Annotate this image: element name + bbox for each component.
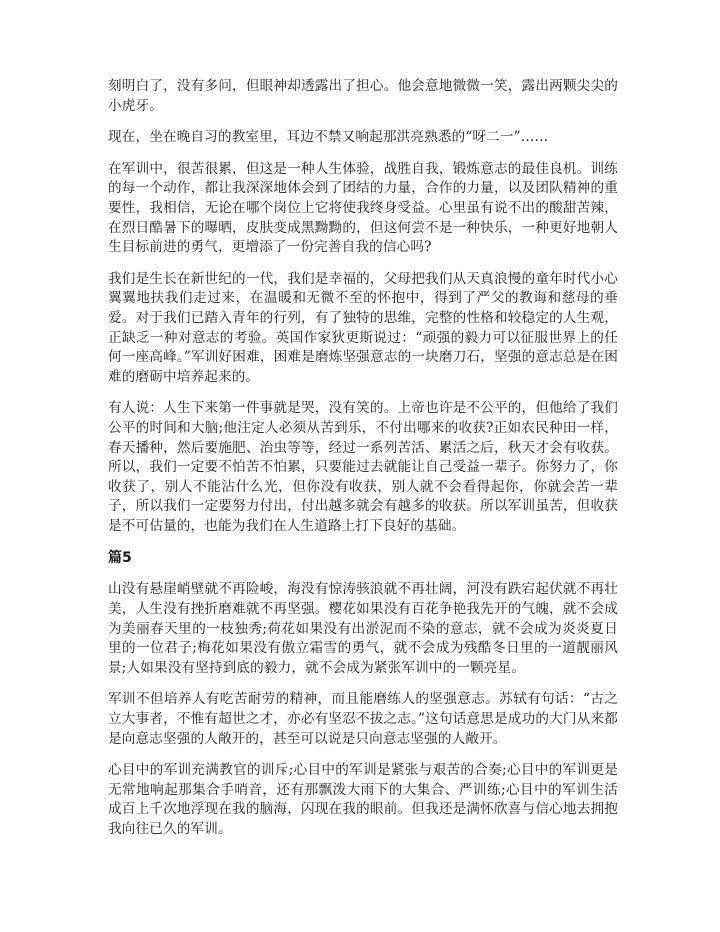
paragraph: 有人说：人生下来第一件事就是哭，没有笑的。上帝也许是不公平的，但他给了我们公平的时间和大脑;他注定人必须从苦到乐，不付出哪来的收获?正如农民种田一样，春天播种，然后要施肥、治虫等等，经过一系列苦活、累活之后，秋天才会有收获。所以，我们一定要不怕苦不怕累，只要能过去就能让自己受益一辈子。你努力了，你收获了，别人不能沾什么光，但你没有收获，别人就不会看得起你，你就会苦一辈子，所以我们一定要努力付出，付出越多就会有越多的收获。所以军训虽苦，但收获是不可估量的，也能为我们在人生道路上打下良好的基础。: [108, 400, 618, 534]
paragraph: 刻明白了，没有多问，但眼神却透露出了担心。他会意地微微一笑，露出两颗尖尖的小虎牙。: [108, 78, 618, 114]
section-heading: 篇5: [108, 550, 132, 567]
paragraph: 在军训中，很苦很累，但这是一种人生体验，战胜自我，锻炼意志的最佳良机。训练的每一个动作，都让我深深地体会到了团结的力量，合作的力量，以及团队精神的重要性，我相信，无论在哪个岗位上它将使我终身受益。心里虽有说不出的酸甜苦辣，在烈日酷暑下的曝晒，皮肤变成黑黝黝的，但这何尝不是一种快乐，一种更好地朝人生目标前进的勇气，更增添了一份完善自我的信心吗?: [108, 160, 618, 256]
paragraph: 我们是生长在新世纪的一代，我们是幸福的，父母把我们从天真浪慢的童年时代小心翼翼地扶我们走过来，在温暖和无微不至的怀抱中，得到了严父的教诲和慈母的垂爱。对于我们已踏入青年的行列，有了独特的思维，完整的性格和较稳定的人生观，正缺乏一种对意志的考验。英国作家狄更斯说过：“顽强的毅力可以征服世界上的任何一座高峰。”军训好困难，困难是磨炼坚强意志的一块磨刀石，坚强的意志总是在困难的磨砺中培养起来的。: [108, 270, 618, 385]
paragraph: 现在，坐在晚自习的教室里，耳边不禁又响起那洪亮熟悉的“呀二一”……: [108, 129, 549, 146]
paragraph: 军训不但培养人有吃苦耐劳的精神，而且能磨练人的坚强意志。苏轼有句话：“古之立大事者，不惟有超世之才，亦必有坚忍不拔之志。”这句话意思是成功的大门从来都是向意志坚强的人敞开的，甚至可以说是只向意志坚强的人敞开。: [108, 691, 618, 747]
paragraph: 心目中的军训充满教官的训斥;心目中的军训是紧张与艰苦的合奏;心目中的军训更是无常地响起那集合手哨音，还有那飘泼大雨下的大集合、严训练;心目中的军训生活成百上千次地浮现在我的脑海，闪现在我的眼前。但我还是满怀欣喜与信心地去拥抱我向往已久的军训。: [108, 762, 618, 837]
paragraph: 山没有悬崖峭壁就不再险峻，海没有惊涛骇浪就不再壮阔，河没有跌宕起伏就不再壮美，人生没有挫折磨难就不再坚强。樱花如果没有百花争艳我先开的气魄，就不会成为美丽春天里的一枝独秀;荷花如果没有出淤泥而不染的意志，就不会成为炎炎夏日里的一位君子;梅花如果没有傲立霜雪的勇气，就不会成为残酷冬日里的一道靓丽风景;人如果没有坚持到底的毅力，就不会成为紧张军训中的一颗亮星。: [108, 581, 618, 676]
document-body: [108, 77, 618, 840]
